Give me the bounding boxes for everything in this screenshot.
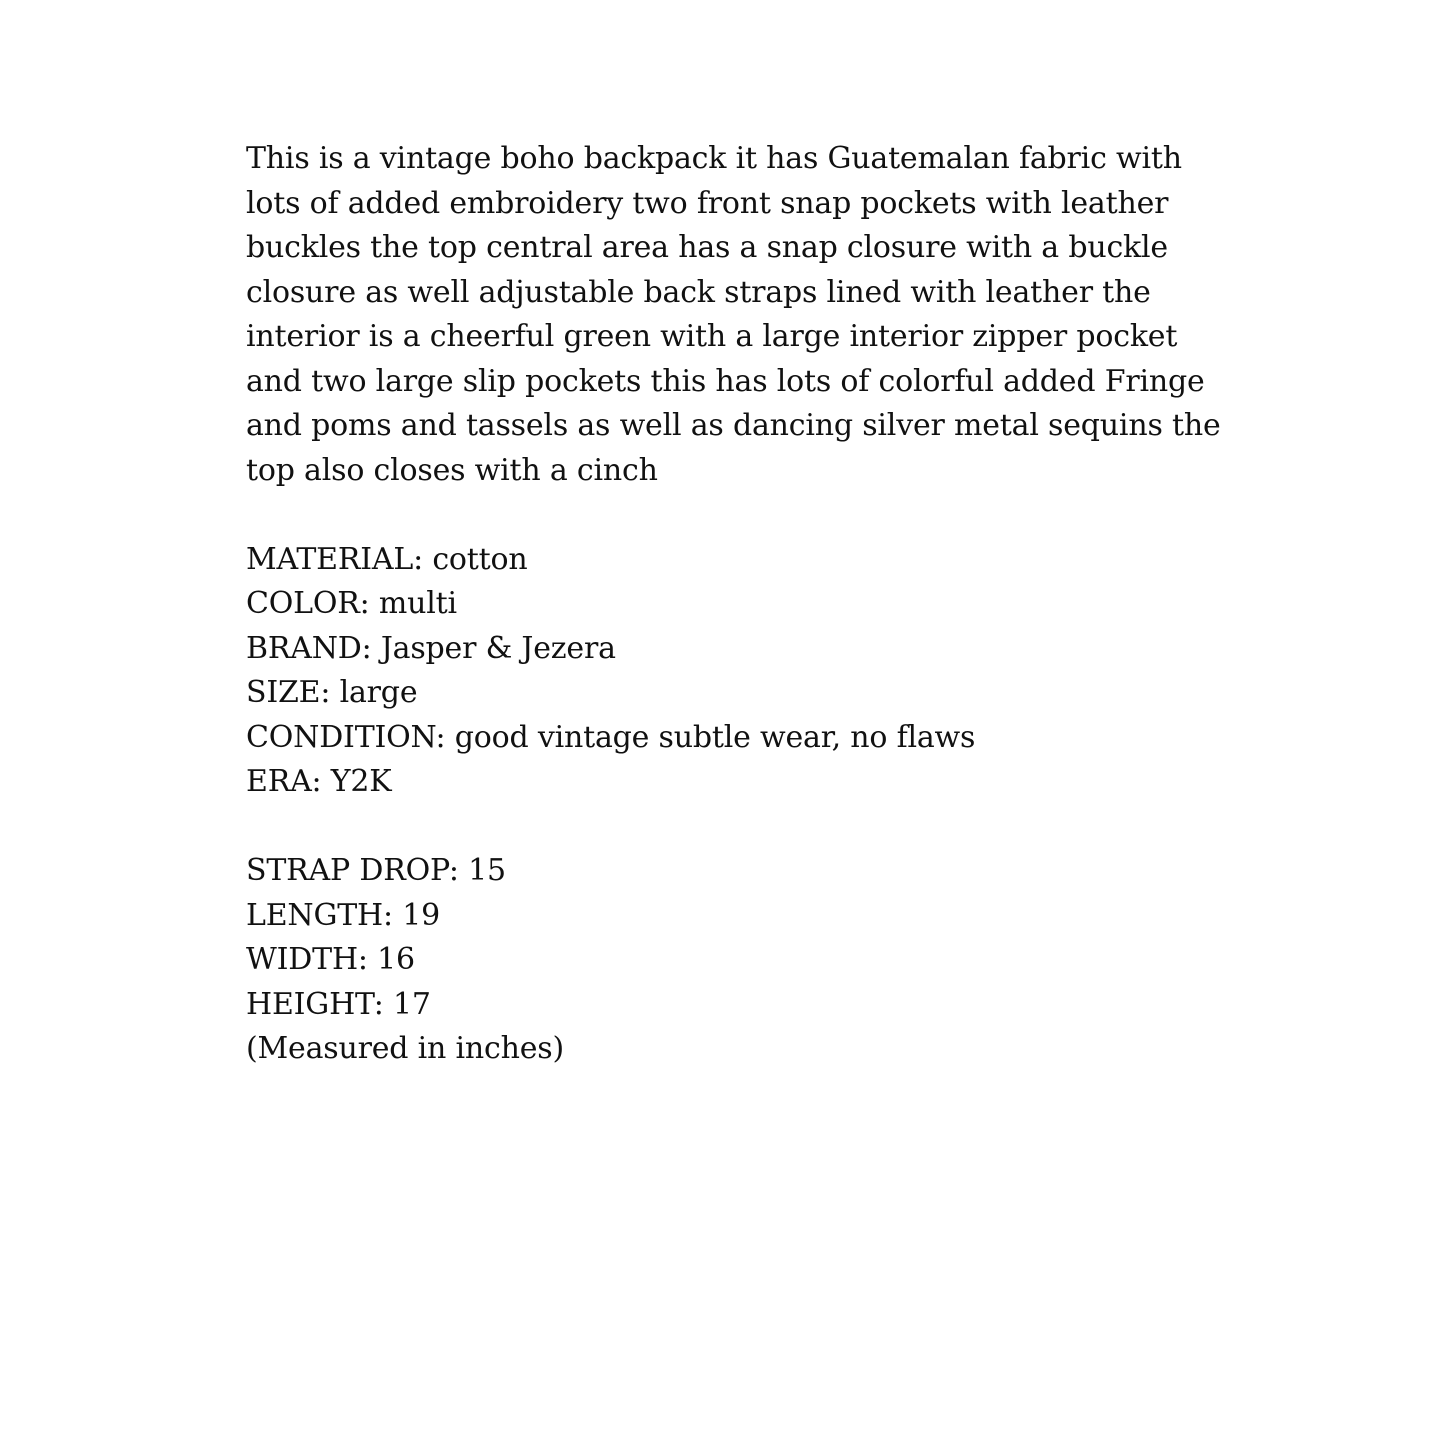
listing-document: [246, 137, 1246, 1072]
measurements-list: [246, 849, 1246, 1072]
description-line: closure as well adjustable back straps lined with leather the: [246, 274, 1151, 310]
description-line: and poms and tassels as well as dancing silver metal sequins the: [246, 408, 1221, 443]
description-line: interior is a cheerful green with a large interior zipper pocket: [246, 319, 1178, 354]
detail-condition: CONDITION: good vintage subtle wear, no flaws: [246, 719, 976, 755]
measurement-length: LENGTH: 19: [246, 897, 441, 933]
measurement-strap-drop: STRAP DROP: 15: [246, 853, 506, 888]
description-paragraph: [246, 137, 1246, 493]
measurement-height: HEIGHT: 17: [246, 986, 431, 1022]
measurement-width: WIDTH: 16: [246, 942, 415, 977]
detail-era: ERA: Y2K: [246, 764, 392, 799]
detail-color: COLOR: multi: [246, 586, 457, 621]
paragraph-spacer: [246, 493, 1246, 538]
measurement-unit-note: (Measured in inches): [246, 1031, 564, 1066]
detail-brand: BRAND: Jasper & Jezera: [246, 630, 616, 666]
description-line: top also closes with a cinch: [246, 452, 658, 488]
description-line: and two large slip pockets this has lots of colorful added Fringe: [246, 363, 1205, 399]
details-list: [246, 538, 1246, 805]
description-line: This is a vintage boho backpack it has Guatemalan fabric with: [246, 141, 1182, 176]
description-line: buckles the top central area has a snap closure with a buckle: [246, 230, 1168, 265]
paragraph-spacer: [246, 805, 1246, 850]
detail-size: SIZE: large: [246, 675, 418, 710]
detail-material: MATERIAL: cotton: [246, 541, 528, 577]
description-line: lots of added embroidery two front snap pockets with leather: [246, 185, 1169, 221]
